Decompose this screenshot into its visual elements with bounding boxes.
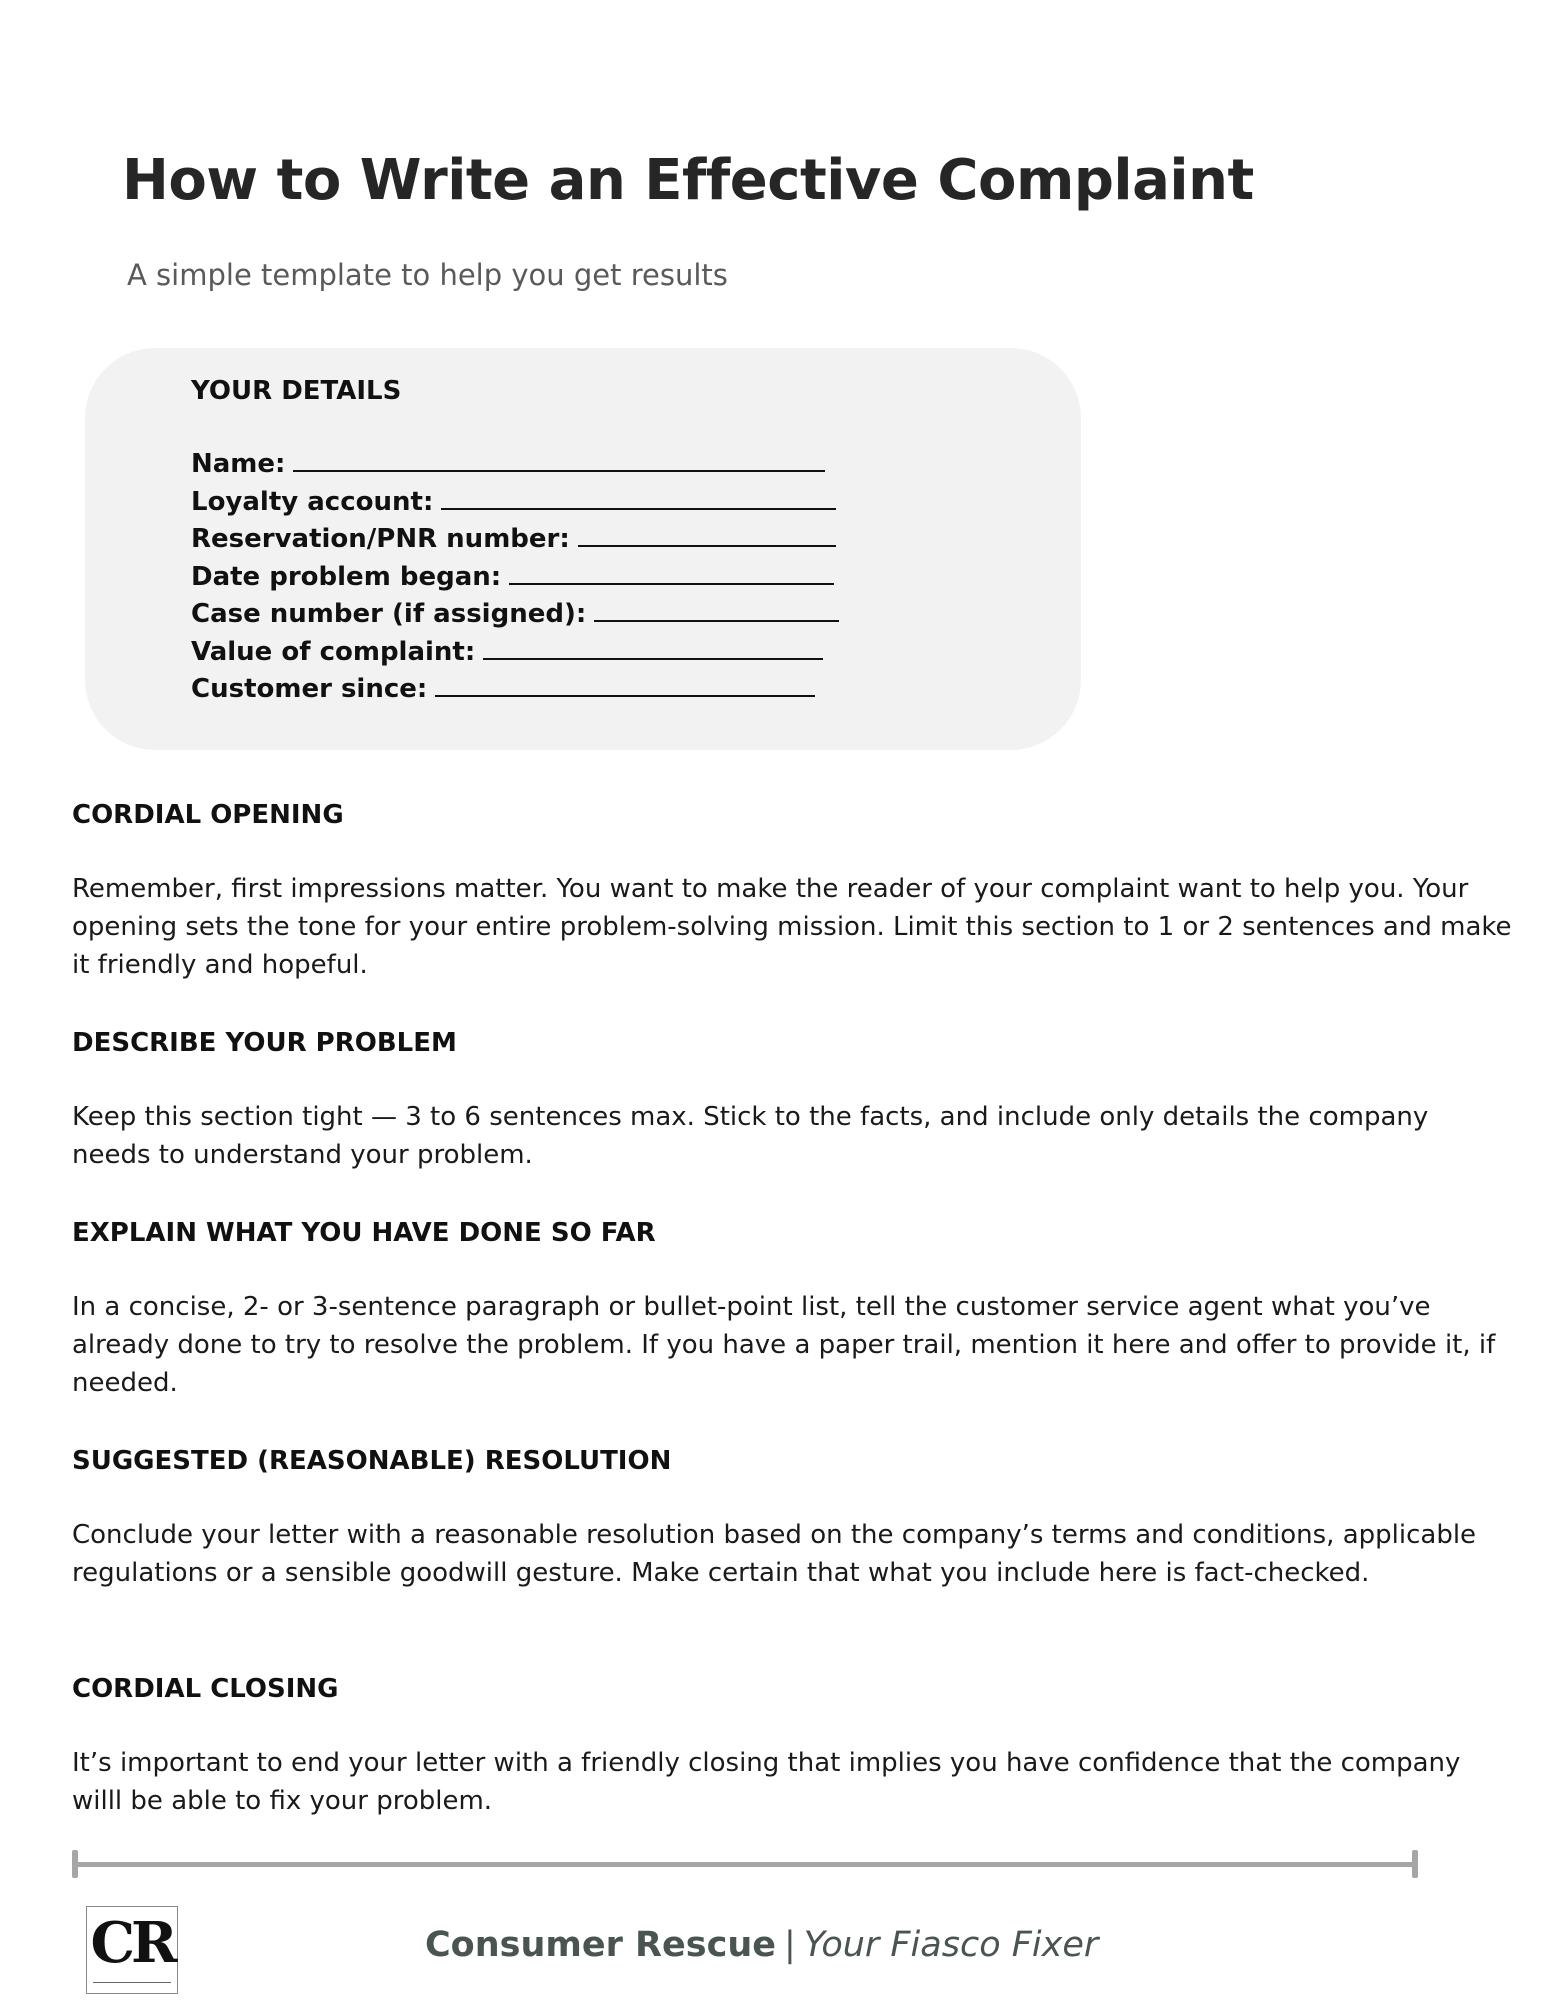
value-of-complaint-blank[interactable] <box>483 636 823 660</box>
field-label: Loyalty account: <box>191 486 434 517</box>
section-suggested-resolution <box>72 1442 1512 1592</box>
field-label: Value of complaint: <box>191 636 476 667</box>
field-label: Name: <box>191 449 286 479</box>
section-body: Remember, first impressions matter. You want to make the reader of your complaint want to help you. Your opening sets the tone for your entire problem-solving mission. Limit this section to 1 or 2 sentences and make it friendly and hopeful. <box>72 874 1512 980</box>
section-body: Keep this section tight — 3 to 6 sentences max. Stick to the facts, and include only details the company needs to understand your problem. <box>72 1102 1429 1170</box>
field-case-number <box>191 598 839 636</box>
footer-divider <box>74 1862 1416 1867</box>
details-box <box>85 348 1081 750</box>
page-title: How to Write an Effective Complaint <box>122 148 1254 213</box>
customer-since-blank[interactable] <box>435 673 815 697</box>
brand-separator: | <box>783 1925 796 1965</box>
section-cordial-opening <box>72 796 1512 984</box>
field-name <box>191 448 839 486</box>
reservation-number-blank[interactable] <box>578 523 836 547</box>
case-number-blank[interactable] <box>594 598 839 622</box>
field-value-of-complaint <box>191 636 839 674</box>
brand-name: Consumer Rescue <box>425 1925 776 1965</box>
details-heading: YOUR DETAILS <box>191 376 402 406</box>
section-describe-problem <box>72 1024 1512 1174</box>
section-cordial-closing <box>72 1670 1512 1820</box>
field-date-problem-began <box>191 561 839 599</box>
page-subtitle: A simple template to help you get results <box>127 258 728 292</box>
field-reservation-number <box>191 523 839 561</box>
section-heading: DESCRIBE YOUR PROBLEM <box>72 1028 457 1058</box>
logo-letters: CR <box>90 1910 174 1976</box>
field-label: Date problem began: <box>191 561 502 592</box>
date-problem-began-blank[interactable] <box>509 561 834 585</box>
section-heading: EXPLAIN WHAT YOU HAVE DONE SO FAR <box>72 1218 656 1248</box>
field-label: Reservation/PNR number: <box>191 524 570 554</box>
divider-right-cap <box>1412 1850 1418 1878</box>
section-body: It’s important to end your letter with a friendly closing that implies you have confidence that the company willl be able to fix your problem. <box>72 1748 1461 1816</box>
logo-rule <box>93 1982 171 1983</box>
field-label: Customer since: <box>191 674 428 704</box>
field-loyalty-account <box>191 486 839 524</box>
brand-tagline: Your Fiasco Fixer <box>803 1925 1099 1965</box>
section-explain-what-done <box>72 1214 1512 1402</box>
details-fields <box>191 448 839 711</box>
loyalty-account-blank[interactable] <box>441 486 836 510</box>
field-customer-since <box>191 673 839 711</box>
section-heading: SUGGESTED (REASONABLE) RESOLUTION <box>72 1446 672 1476</box>
divider-left-cap <box>72 1850 78 1878</box>
section-heading: CORDIAL OPENING <box>72 800 344 830</box>
section-body: Conclude your letter with a reasonable resolution based on the company’s terms and conditions, applicable regulations or a sensible goodwill gesture. Make certain that what you include here is fact-checked. <box>72 1520 1477 1588</box>
consumer-rescue-logo <box>86 1906 178 1994</box>
footer-brand <box>425 1925 1098 1965</box>
field-label: Case number (if assigned): <box>191 599 587 629</box>
name-blank[interactable] <box>293 448 825 472</box>
section-heading: CORDIAL CLOSING <box>72 1674 339 1704</box>
section-body: In a concise, 2- or 3-sentence paragraph or bullet-point list, tell the customer service agent what you’ve already done to try to resolve the problem. If you have a paper trail, mention it here and offer to provide it, if needed. <box>72 1292 1496 1398</box>
